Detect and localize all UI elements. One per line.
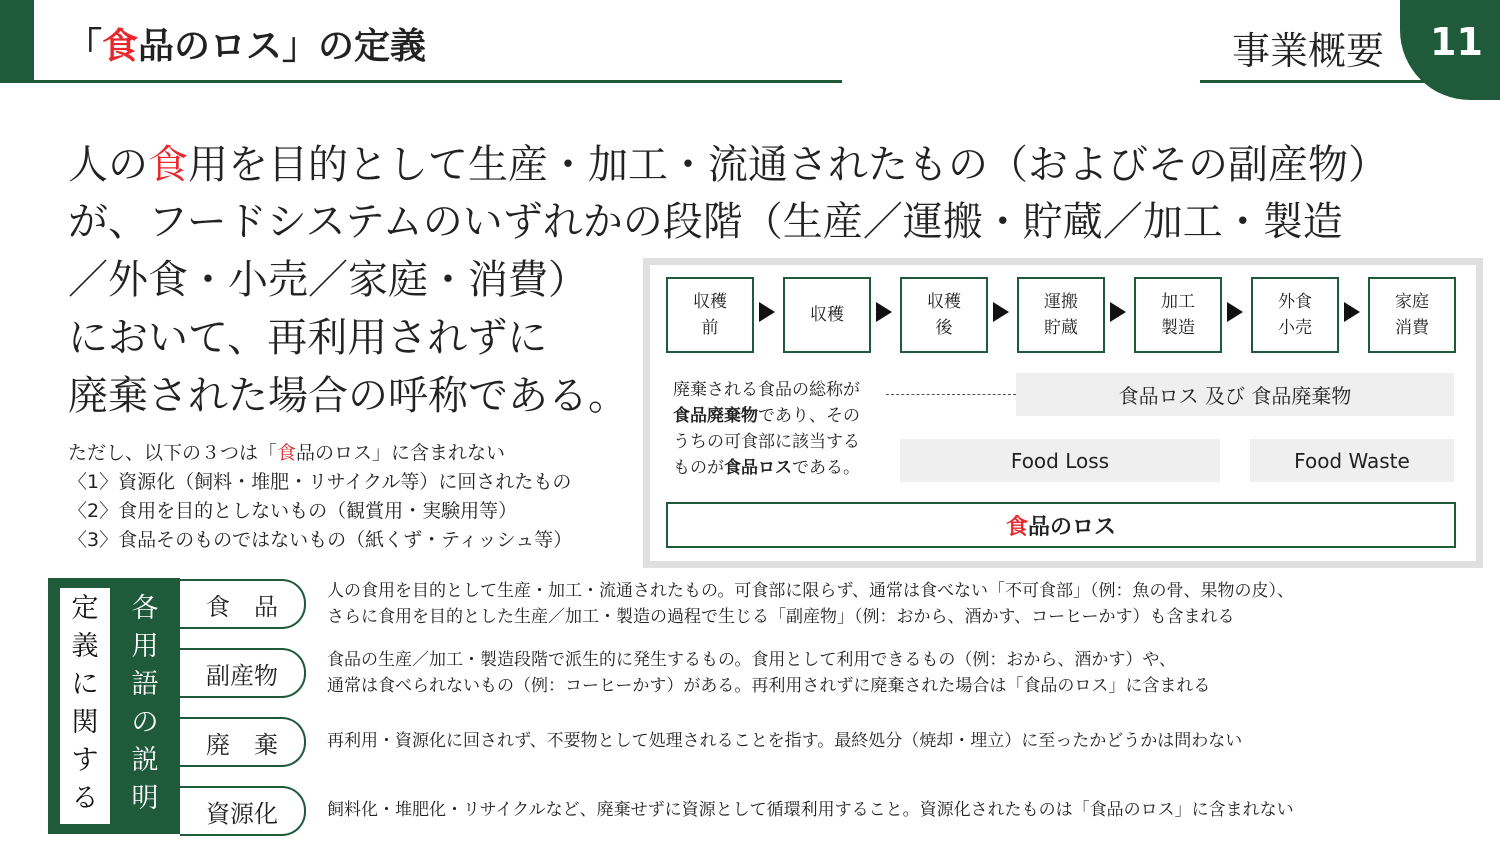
shokuhin-loss-box: 食 品のロス <box>666 502 1456 548</box>
glossary-label-vertical-1 <box>60 590 110 818</box>
vertical-label-char: 関 <box>71 707 99 738</box>
term-disposal: 廃 棄 <box>180 717 306 767</box>
stage-dining-retail: 外食 小売 <box>1251 277 1339 353</box>
definition-line-3: ／外食・小売／家庭・消費） <box>68 257 588 303</box>
vertical-label-char: 各 <box>131 593 159 624</box>
glossary-label-vertical-2 <box>120 590 170 818</box>
arrow-right-icon <box>1227 302 1243 322</box>
vertical-label-char: 語 <box>131 669 159 700</box>
diagram-description: 廃棄される食品の総称が 食品廃棄物であり、その うちの可食部に該当する ものが食品ロスである。 <box>673 380 860 478</box>
arrow-right-icon <box>993 302 1009 322</box>
stage-post-harvest: 収穫 後 <box>900 277 988 353</box>
food-loss-box: Food Loss <box>900 439 1220 482</box>
term-food: 食 品 <box>180 579 306 629</box>
term-byproduct-description: 食品の生産／加工・製造段階で派生的に発生するもの。食用として利用できるもの（例：おから、酒かす）や、 通常は食べられないもの（例：コーヒーかす）がある。再利用されずに廃棄された場合は「食品のロス」に含まれる <box>327 650 1211 696</box>
stage-household: 家庭 消費 <box>1368 277 1456 353</box>
term-disposal-description: 再利用・資源化に回されず、不要物として処理されることを指す。最終処分（焼却・埋立）に至ったかどうかは問わない <box>327 731 1243 751</box>
page-title: 「食品のロス」の定義 <box>66 26 427 67</box>
stage-harvest: 収穫 <box>783 277 871 353</box>
exclusion-item: 〈3〉食品そのものではないもの（紙くず・ティッシュ等） <box>68 529 573 551</box>
exclusion-item: 〈1〉資源化（飼料・堆肥・リサイクル等）に回されたもの <box>68 471 572 493</box>
definition-line-1: 人の食用を目的として生産・加工・流通されたもの（およびその副産物） <box>68 142 1388 188</box>
exclusions-intro: ただし、以下の３つは「食品のロス」に含まれない <box>68 442 506 464</box>
vertical-label-char: の <box>131 707 159 738</box>
term-food-description: 人の食用を目的として生産・加工・流通されたもの。可食部に限らず、通常は食べない「不可食部」（例：魚の骨、果物の皮）、 さらに食用を目的とした生産／加工・製造の過程で生じる「副産物」（例：おから、酒かす、コーヒーかす）も含まれる <box>327 581 1294 627</box>
vertical-label-char: 用 <box>131 631 159 662</box>
vertical-label-char: に <box>71 669 99 700</box>
term-byproduct: 副産物 <box>180 648 306 698</box>
vertical-label-char: 説 <box>131 745 159 776</box>
vertical-label-char: す <box>71 745 99 776</box>
definition-line-5: 廃棄された場合の呼称である。 <box>68 373 628 419</box>
term-recycling: 資源化 <box>180 786 306 836</box>
exclusions-list <box>68 439 572 555</box>
stage-transport-storage: 運搬 貯蔵 <box>1017 277 1105 353</box>
arrow-right-icon <box>759 302 775 322</box>
vertical-label-char: 定 <box>71 593 99 624</box>
food-loss-and-waste-box: 食品ロス 及び 食品廃棄物 <box>1016 373 1454 416</box>
term-recycling-description: 飼料化・堆肥化・リサイクルなど、廃棄せずに資源として循環利用すること。資源化されたものは「食品のロス」に含まれない <box>327 800 1294 820</box>
definition-line-4: において、再利用されずに <box>68 315 548 361</box>
food-waste-box: Food Waste <box>1250 439 1454 482</box>
section-label: 事業概要 <box>1232 29 1385 73</box>
vertical-label-char: 義 <box>71 631 99 662</box>
arrow-right-icon <box>1344 302 1360 322</box>
arrow-right-icon <box>876 302 892 322</box>
arrow-right-icon <box>1110 302 1126 322</box>
stage-processing: 加工 製造 <box>1134 277 1222 353</box>
stage-pre-harvest: 収穫 前 <box>666 277 754 353</box>
exclusion-item: 〈2〉食用を目的としないもの（観賞用・実験用等） <box>68 500 518 522</box>
definition-line-2: が、フードシステムのいずれかの段階（生産／運搬・貯蔵／加工・製造 <box>68 199 1343 245</box>
vertical-label-char: 明 <box>131 783 159 814</box>
dashed-connector <box>886 394 1016 395</box>
vertical-label-char: る <box>71 783 99 814</box>
page-number: 11 <box>1430 20 1483 64</box>
